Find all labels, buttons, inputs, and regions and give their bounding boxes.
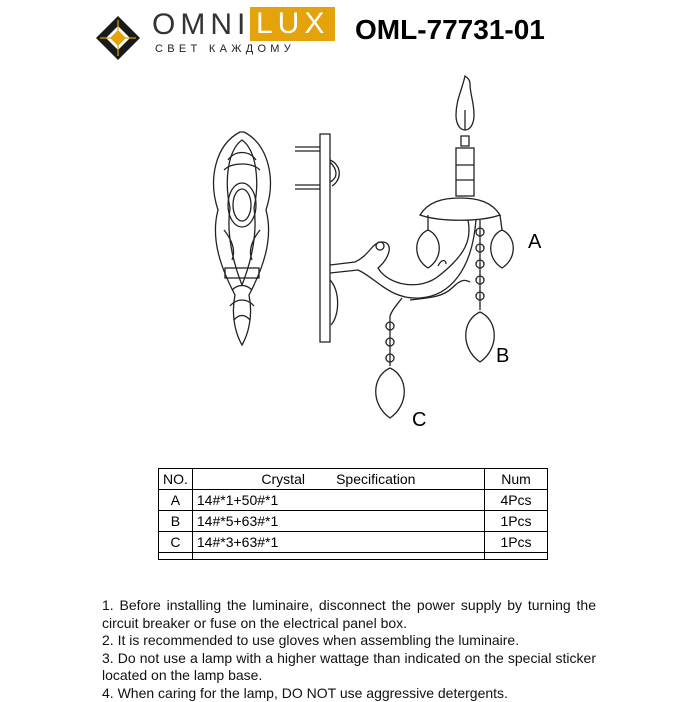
brand-tagline: СВЕТ КАЖДОМУ — [155, 43, 295, 55]
row-spec: 14#*3+63#*1 — [192, 532, 484, 553]
backplate-side-view — [295, 134, 339, 342]
row-no: A — [159, 490, 193, 511]
crystal-c — [376, 298, 405, 418]
row-num: 1Pcs — [485, 532, 548, 553]
brand-name-omni: OMNI — [152, 8, 250, 42]
row-no: C — [159, 532, 193, 553]
model-code: OML-77731-01 — [355, 14, 545, 46]
callout-c: C — [412, 409, 426, 431]
row-spec: 14#*1+50#*1 — [192, 490, 484, 511]
table-row — [159, 511, 548, 532]
row-num: 1Pcs — [485, 511, 548, 532]
candle-and-bulb — [420, 76, 500, 220]
table-row — [159, 532, 548, 553]
crystal-b — [466, 220, 495, 362]
brand-name-lux: LUX — [250, 7, 335, 41]
table-row — [159, 490, 548, 511]
table-header-row — [159, 469, 548, 490]
note-item: 3. Do not use a lamp with a higher wattage than indicated on the special sticker located on the lamp base. — [102, 650, 596, 685]
header-spec — [192, 469, 484, 490]
row-no: B — [159, 511, 193, 532]
backplate-front-view — [214, 132, 271, 345]
omnilux-logo-icon — [94, 14, 142, 62]
header-num: Num — [485, 469, 548, 490]
callout-b: B — [496, 345, 509, 367]
header-no: NO. — [159, 469, 193, 490]
callout-a: A — [528, 231, 542, 253]
crystal-a — [417, 215, 514, 268]
note-item: 2. It is recommended to use gloves when assembling the luminaire. — [102, 632, 596, 650]
crystal-spec-table — [158, 468, 548, 560]
note-item: 1. Before installing the luminaire, disconnect the power supply by turning the circuit breaker or fuse on the electrical panel box. — [102, 597, 596, 632]
row-num: 4Pcs — [485, 490, 548, 511]
note-item: 4. When caring for the lamp, DO NOT use aggressive detergents. — [102, 685, 596, 702]
header-spec-crystal: Crystal — [261, 471, 305, 487]
header-spec-specification: Specification — [336, 471, 415, 487]
safety-notes — [102, 597, 596, 702]
row-spec: 14#*5+63#*1 — [192, 511, 484, 532]
sconce-arm — [330, 220, 476, 300]
table-row-empty — [159, 553, 548, 560]
sconce-technical-drawing — [180, 70, 580, 440]
